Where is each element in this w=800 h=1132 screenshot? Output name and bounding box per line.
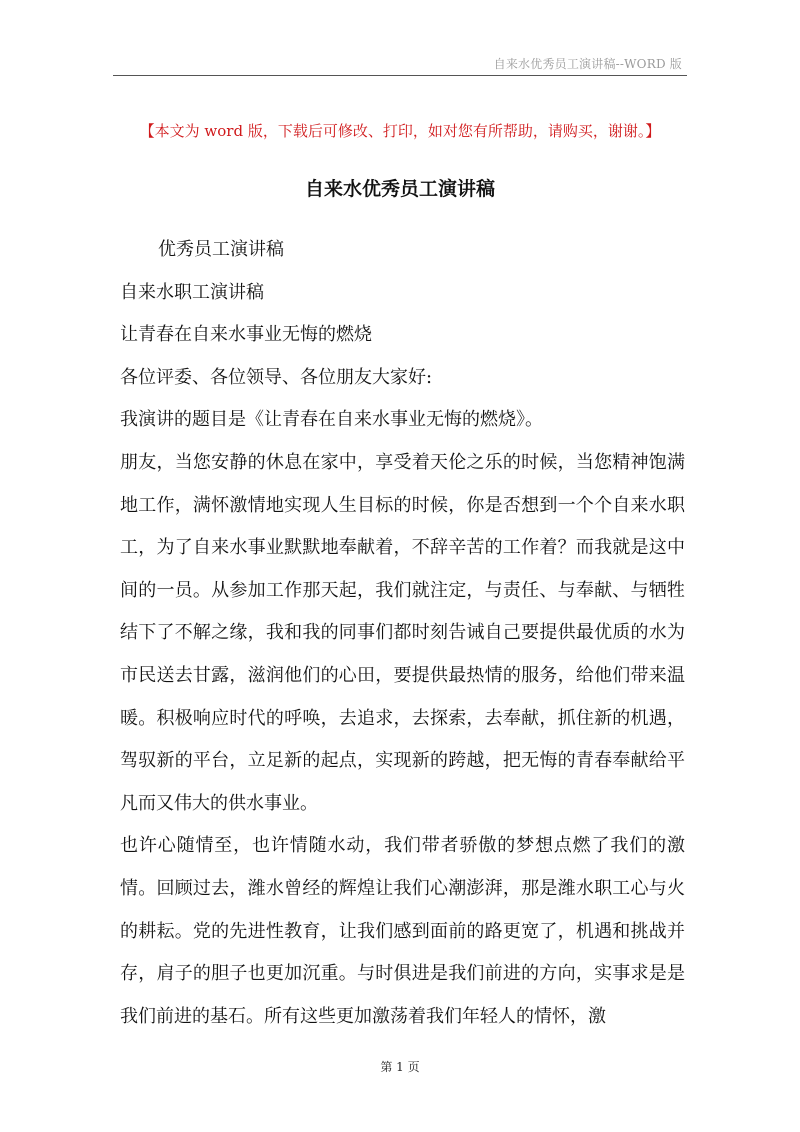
page-number: 第 1 页 [380,1060,420,1074]
running-header: 自来水优秀员工演讲稿--WORD 版 [493,57,682,71]
body-paragraph: 朋友，当您安静的休息在家中，享受着天伦之乐的时候，当您精神饱满地工作，满怀激情地实现人生目标的时候，你是否想到一个个自来水职工，为了自来水事业默默地奉献着，不辞辛苦的工作着？而我就是这中间的一员。从参加工作那天起，我们就注定，与责任、与奉献、与牺牲结下了不解之缘，我和我的同事们都时刻告诫自己要提供最优质的水为市民送去甘露，滋润他们的心田，要提供最热情的服务，给他们带来温暖。积极响应时代的呼唤，去追求，去探索，去奉献，抓住新的机遇，驾驭新的平台，立足新的起点，实现新的跨越，把无悔的青春奉献给平凡而又伟大的供水事业。 [120,451,685,814]
body-paragraph: 让青春在自来水事业无悔的燃烧 [120,324,372,346]
document-body [120,229,685,1038]
subtitle-paragraph: 优秀员工演讲稿 [158,239,284,260]
body-paragraph: 自来水职工演讲稿 [120,281,264,303]
body-paragraph: 也许心随情至，也许情随水动，我们带者骄傲的梦想点燃了我们的激情。回顾过去，潍水曾经的辉煌让我们心潮澎湃，那是潍水职工心与火的耕耘。党的先进性教育，让我们感到面前的路更宽了，机遇和挑战并存，肩子的胆子也更加沉重。与时俱进是我们前进的方向，实事求是是我们前进的基石。所有这些更加激荡着我们年轻人的情怀，激 [120,835,685,1027]
header-divider [113,75,687,76]
document-title: 自来水优秀员工演讲稿 [304,178,495,200]
download-notice: 【本文为 word 版，下载后可修改、打印，如对您有所帮助，请购买，谢谢。】 [139,122,661,140]
body-paragraph: 我演讲的题目是《让青春在自来水事业无悔的燃烧》。 [120,409,543,431]
body-paragraph: 各位评委、各位领导、各位朋友大家好: [120,366,433,388]
